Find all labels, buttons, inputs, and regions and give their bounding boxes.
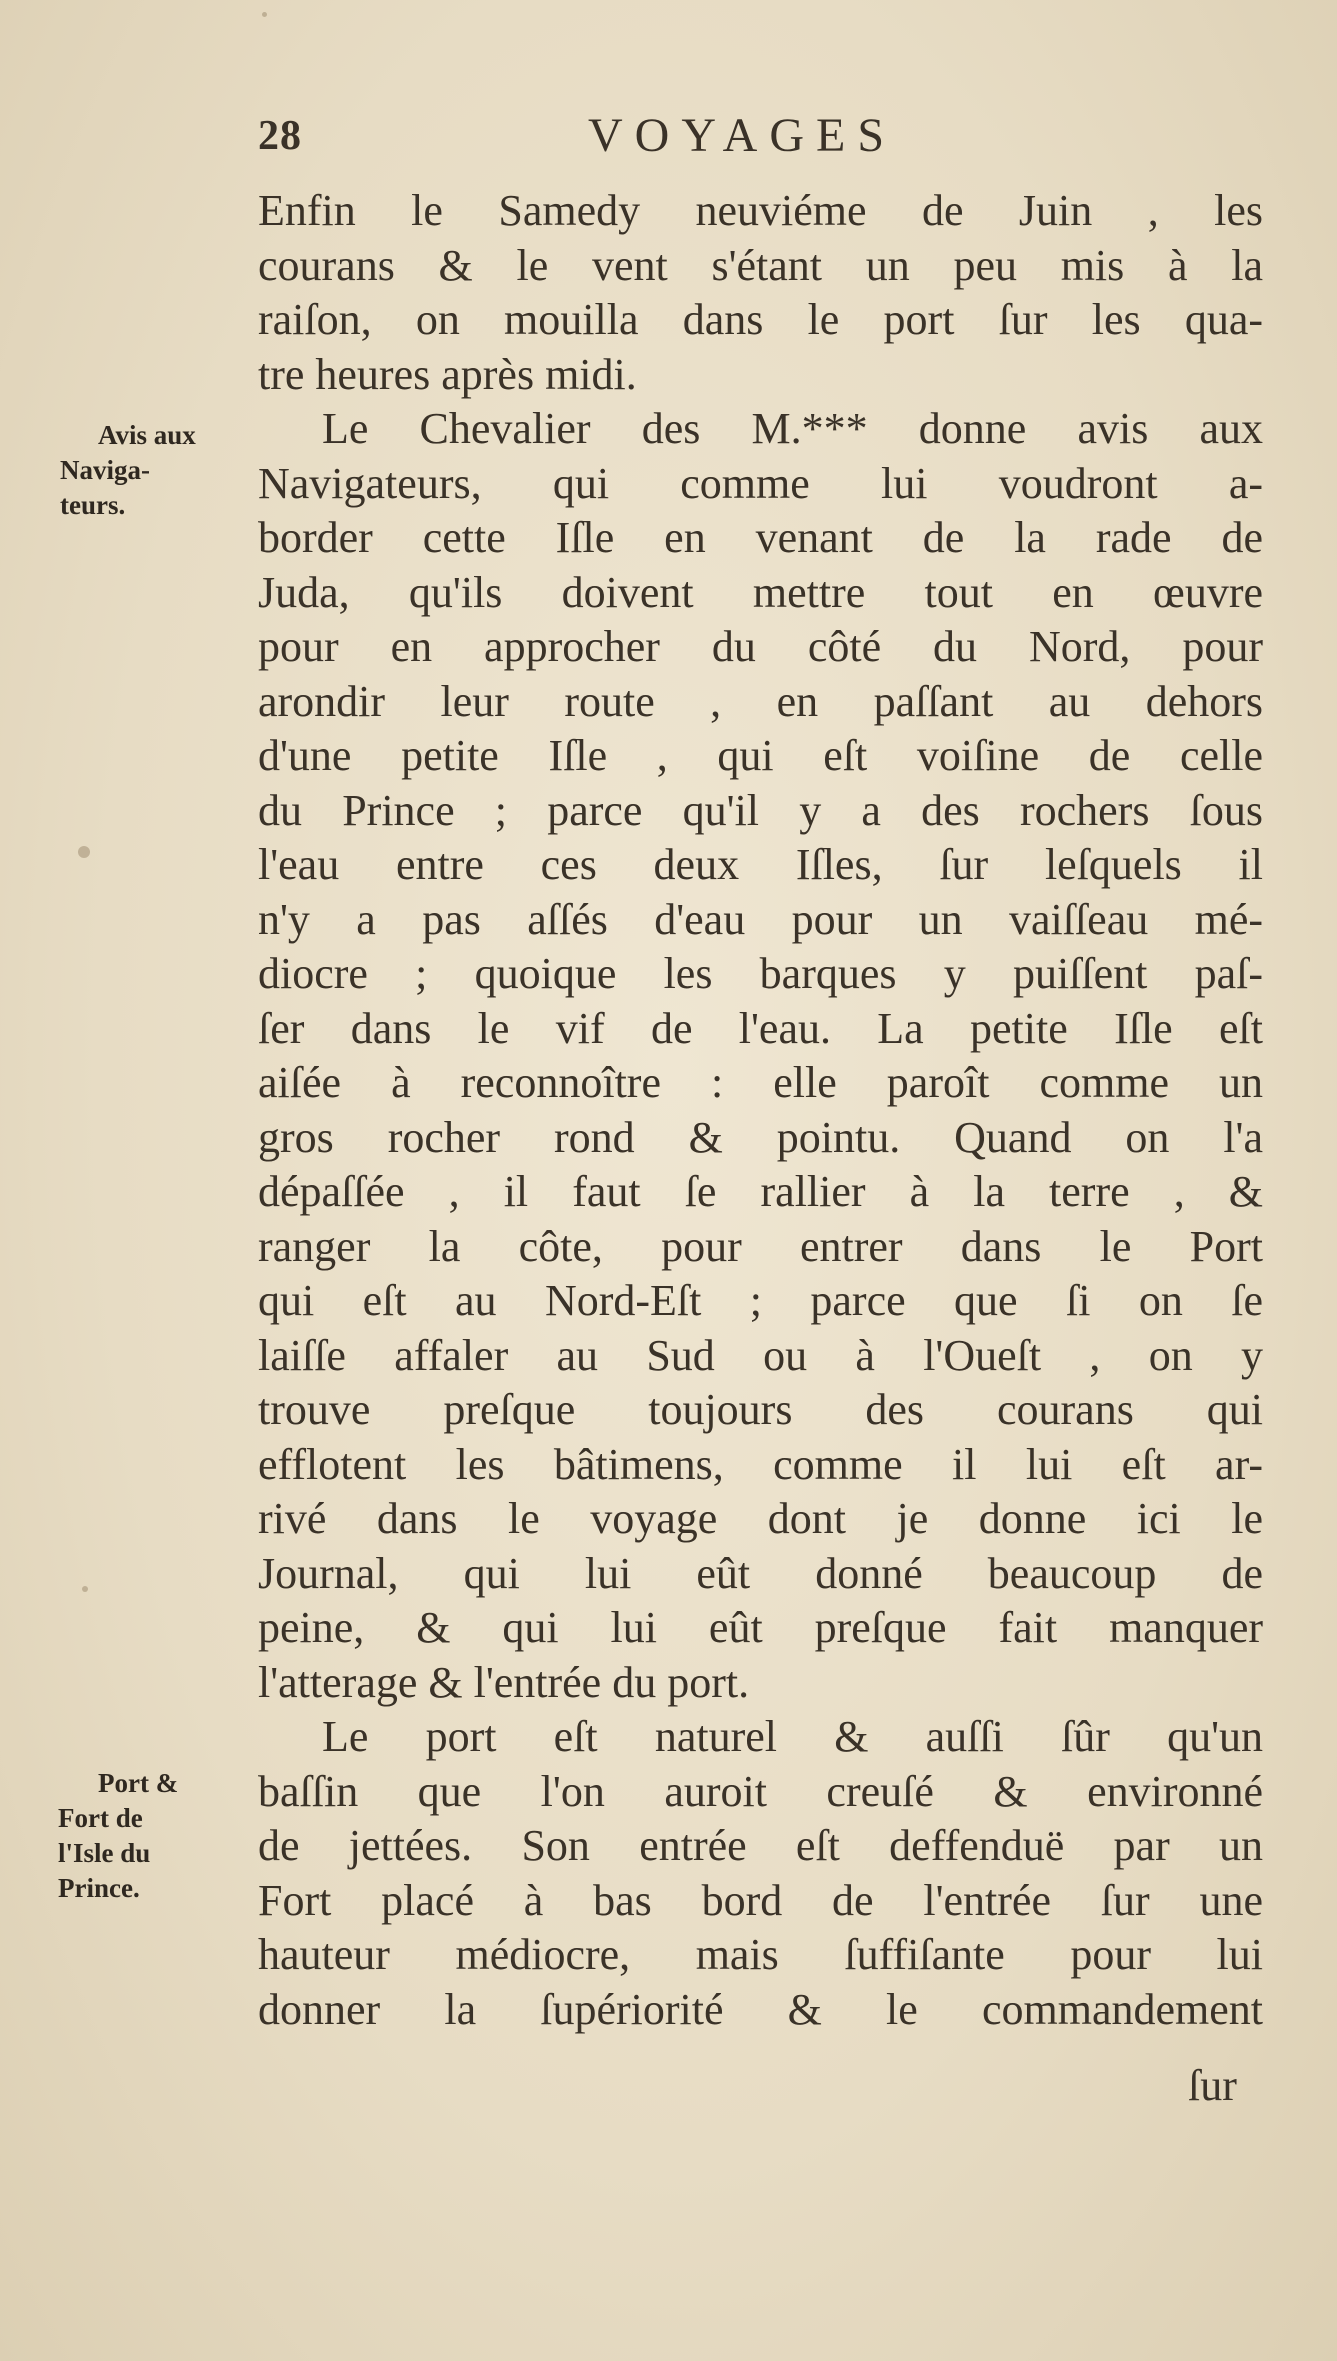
text-line: qui eſt au Nord-Eſt ; parce que ſi on ſe bbox=[258, 1276, 1263, 1325]
text-line: l'eau entre ces deux Iſles, ſur leſquels il bbox=[258, 840, 1263, 889]
running-title: VOYAGES bbox=[588, 109, 897, 162]
body-text bbox=[258, 184, 1263, 2037]
text-line: de jettées. Son entrée eſt deffenduë par un bbox=[258, 1821, 1263, 1870]
catchword: ſur bbox=[1188, 2061, 1237, 2110]
marginal-line: l'Isle du bbox=[58, 1838, 151, 1868]
text-line: raiſon, on mouilla dans le port ſur les qua- bbox=[258, 295, 1263, 344]
text-line: n'y a pas aſſés d'eau pour un vaiſſeau mé- bbox=[258, 894, 1263, 944]
text-line: arondir leur route , en paſſant au dehors bbox=[258, 676, 1263, 726]
text-line: laiſſe affaler au Sud ou à l'Oueſt , on y bbox=[258, 1330, 1263, 1380]
text-line: aiſée à reconnoître : elle paroît comme un bbox=[258, 1058, 1263, 1107]
text-line: Fort placé à bas bord de l'entrée ſur une bbox=[258, 1875, 1263, 1925]
page-number: 28 bbox=[258, 113, 302, 159]
text-line: diocre ; quoique les barques y puiſſent paſ- bbox=[258, 949, 1263, 998]
marginal-line: Port & bbox=[98, 1768, 179, 1798]
paper-spot bbox=[82, 1586, 88, 1592]
text-line: pour en approcher du côté du Nord, pour bbox=[258, 622, 1263, 671]
text-line: Juda, qu'ils doivent mettre tout en œuvre bbox=[258, 567, 1263, 617]
text-line: trouve preſque toujours des courans qui bbox=[258, 1385, 1263, 1434]
text-line: gros rocher rond & pointu. Quand on l'a bbox=[258, 1112, 1263, 1162]
paper-spot bbox=[78, 846, 90, 858]
text-line: ſer dans le vif de l'eau. La petite Iſle eſt bbox=[258, 1003, 1263, 1053]
text-line: d'une petite Iſle , qui eſt voiſine de celle bbox=[258, 731, 1263, 780]
text-line: Le Chevalier des M.*** donne avis aux bbox=[322, 404, 1263, 453]
text-line: Le port eſt naturel & auſſi ſûr qu'un bbox=[322, 1712, 1263, 1761]
text-line: baſſin que l'on auroit creuſé & environné bbox=[258, 1766, 1263, 1816]
text-line: border cette Iſle en venant de la rade de bbox=[258, 513, 1263, 562]
paper-spot bbox=[262, 12, 267, 17]
marginal-line: Fort de bbox=[58, 1803, 143, 1833]
text-line: hauteur médiocre, mais ſuffiſante pour lui bbox=[258, 1930, 1263, 1979]
text-line: Navigateurs, qui comme lui voudront a- bbox=[258, 458, 1263, 508]
text-line: peine, & qui lui eût preſque fait manquer bbox=[258, 1603, 1263, 1652]
running-header bbox=[258, 108, 978, 168]
text-line: efflotent les bâtimens, comme il lui eſt ar- bbox=[258, 1439, 1263, 1489]
text-line: tre heures après midi. bbox=[258, 349, 637, 399]
text-line: du Prince ; parce qu'il y a des rochers ſous bbox=[258, 785, 1263, 835]
text-line: ranger la côte, pour entrer dans le Port bbox=[258, 1221, 1263, 1271]
text-line: donner la ſupériorité & le commandement bbox=[258, 1984, 1263, 2034]
text-line: l'atterage & l'entrée du port. bbox=[258, 1657, 750, 1707]
marginal-line: Prince. bbox=[58, 1873, 140, 1903]
marginal-line: teurs. bbox=[60, 490, 126, 520]
text-line: rivé dans le voyage dont je donne ici le bbox=[258, 1494, 1263, 1543]
text-line: Journal, qui lui eût donné beaucoup de bbox=[258, 1548, 1263, 1598]
marginal-line: Naviga- bbox=[60, 455, 150, 485]
marginal-note-avis bbox=[60, 418, 196, 523]
marginal-line: Avis aux bbox=[98, 420, 196, 450]
marginal-note-port bbox=[58, 1766, 178, 1906]
text-line: Enfin le Samedy neuviéme de Juin , les bbox=[258, 186, 1263, 235]
text-line: courans & le vent s'étant un peu mis à la bbox=[258, 240, 1263, 290]
text-line: dépaſſée , il faut ſe rallier à la terre , & bbox=[258, 1167, 1263, 1216]
